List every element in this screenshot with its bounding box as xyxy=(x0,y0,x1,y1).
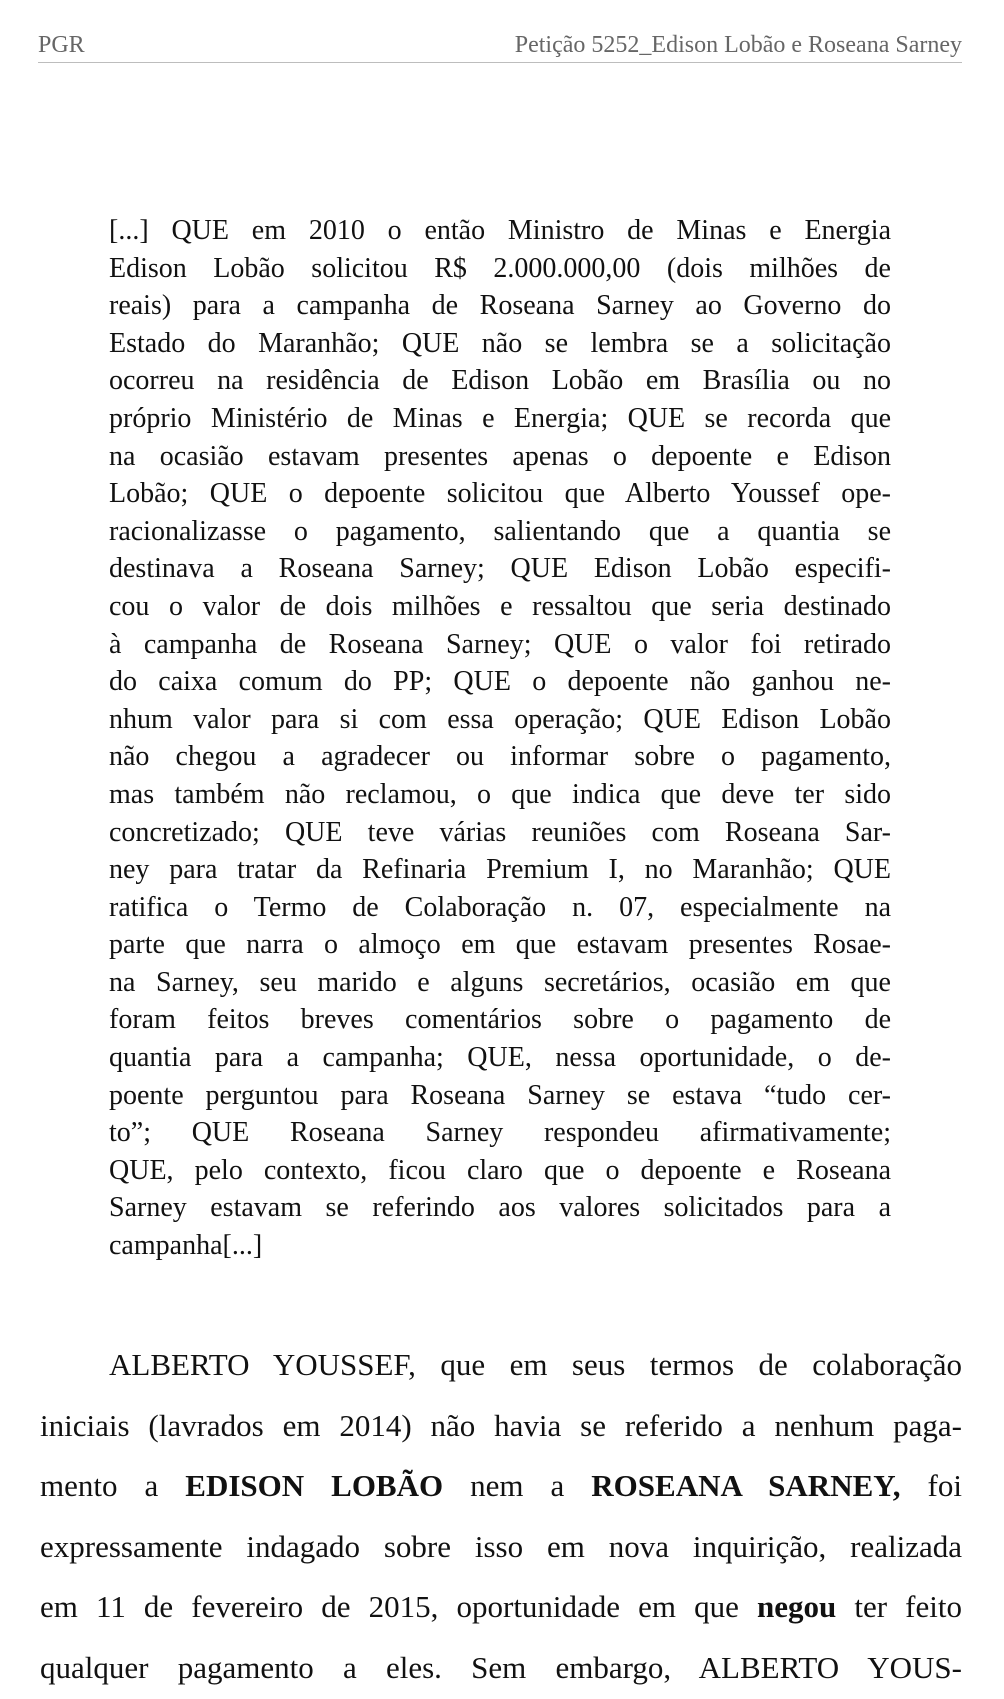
quote-line: mas também não reclamou, o que indica que deve ter sido xyxy=(109,778,891,810)
text-segment: nem a xyxy=(443,1468,592,1504)
quote-line: parte que narra o almoço em que estavam presentes Rosae- xyxy=(109,929,891,961)
quote-line: campanha[...] xyxy=(109,1230,263,1262)
testimony-quote-block xyxy=(109,212,891,1265)
text-segment: ter feito xyxy=(836,1589,962,1625)
quote-line: QUE, pelo contexto, ficou claro que o depoente e Roseana xyxy=(109,1154,891,1186)
body-line xyxy=(40,1638,962,1699)
quote-line: nhum valor para si com essa operação; QUE Edison Lobão xyxy=(109,703,891,735)
quote-line: ocorreu na residência de Edison Lobão em Brasília ou no xyxy=(109,365,891,397)
quote-line: destinava a Roseana Sarney; QUE Edison Lobão especifi- xyxy=(109,553,891,585)
quote-line: Estado do Maranhão; QUE não se lembra se a solicitação xyxy=(109,327,891,359)
quote-line: próprio Ministério de Minas e Energia; QUE se recorda que xyxy=(109,402,891,434)
quote-line: racionalizasse o pagamento, salientando que a quantia se xyxy=(109,515,891,547)
body-line xyxy=(40,1335,962,1396)
text-segment: em 11 de fevereiro de 2015, oportunidade em que xyxy=(40,1589,758,1625)
text-segment: expressamente indagado sobre isso em nova inquirição, realizada xyxy=(40,1528,962,1564)
quote-line: à campanha de Roseana Sarney; QUE o valor foi retirado xyxy=(109,628,891,660)
header-org: PGR xyxy=(38,32,85,58)
text-segment: foi xyxy=(900,1468,962,1504)
quote-line: Sarney estavam se referindo aos valores solicitados para a xyxy=(109,1192,891,1224)
quote-line: Lobão; QUE o depoente solicitou que Alberto Youssef ope- xyxy=(109,478,891,510)
quote-line: ney para tratar da Refinaria Premium I, no Maranhão; QUE xyxy=(109,854,891,886)
bold-text: ROSEANA SARNEY, xyxy=(591,1468,901,1504)
quote-line: não chegou a agradecer ou informar sobre o pagamento, xyxy=(109,741,891,773)
quote-line: quantia para a campanha; QUE, nessa oportunidade, o de- xyxy=(109,1042,891,1074)
header-title: Petição 5252_Edison Lobão e Roseana Sarney xyxy=(514,32,962,58)
quote-line: Edison Lobão solicitou R$ 2.000.000,00 (dois milhões de xyxy=(109,252,891,284)
quote-line: na ocasião estavam presentes apenas o depoente e Edison xyxy=(109,440,891,472)
quote-line: do caixa comum do PP; QUE o depoente não ganhou ne- xyxy=(109,666,891,698)
body-line xyxy=(40,1396,962,1457)
quote-line: to”; QUE Roseana Sarney respondeu afirmativamente; xyxy=(109,1117,891,1149)
quote-line: ratifica o Termo de Colaboração n. 07, especialmente na xyxy=(109,891,891,923)
quote-line: [...] QUE em 2010 o então Ministro de Minas e Energia xyxy=(109,215,891,246)
page-header xyxy=(38,30,962,63)
quote-line: foram feitos breves comentários sobre o pagamento de xyxy=(109,1004,891,1036)
body-line xyxy=(40,1456,962,1517)
body-paragraph xyxy=(40,1335,962,1699)
quote-line: concretizado; QUE teve várias reuniões com Roseana Sar- xyxy=(109,816,891,848)
body-line xyxy=(40,1577,962,1638)
text-segment: ALBERTO YOUSSEF, que em seus termos de colaboração xyxy=(109,1347,962,1382)
body-line xyxy=(40,1517,962,1578)
quote-line: reais) para a campanha de Roseana Sarney ao Governo do xyxy=(109,290,891,322)
bold-text: EDISON LOBÃO xyxy=(185,1468,444,1504)
bold-text: negou xyxy=(757,1589,837,1625)
quote-line: na Sarney, seu marido e alguns secretários, ocasião em que xyxy=(109,966,891,998)
quote-line: poente perguntou para Roseana Sarney se estava “tudo cer- xyxy=(109,1079,891,1111)
text-segment: qualquer pagamento a eles. Sem embargo, ALBERTO YOUS- xyxy=(40,1649,962,1685)
text-segment: iniciais (lavrados em 2014) não havia se referido a nenhum paga- xyxy=(40,1407,962,1443)
quote-line: cou o valor de dois milhões e ressaltou que seria destinado xyxy=(109,590,891,622)
text-segment: mento a xyxy=(40,1468,186,1504)
